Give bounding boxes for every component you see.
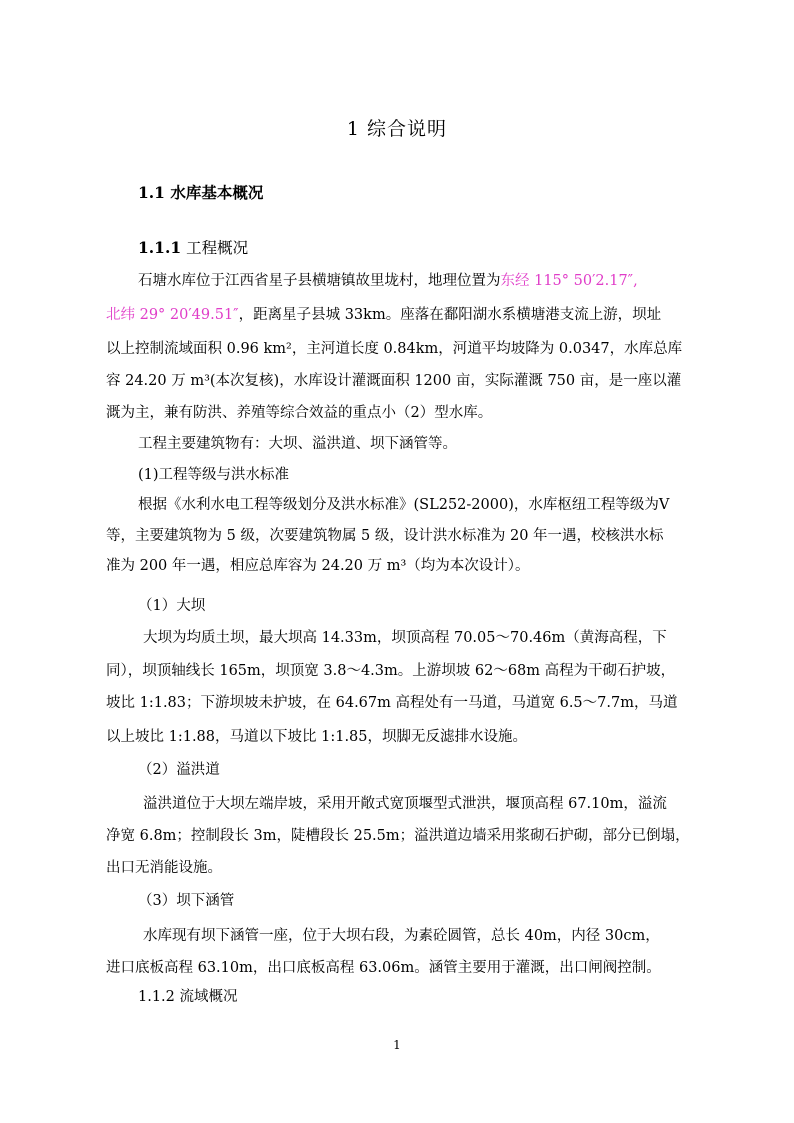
paragraph-line: 以上坡比 1:1.88，马道以下坡比 1:1.85，坝脚无反滤排水设施。 [106,729,528,745]
text-run: 石塘水库位于江西省星子县横塘镇故里垅村，地理位置为 [138,273,501,289]
longitude-text: 东经 115° 50′2.17″, [500,273,638,289]
paragraph-line: 工程主要建筑物有：大坝、溢洪道、坝下涵管等。 [138,436,457,452]
paragraph-line: 出口无消能设施。 [106,860,222,876]
section-heading: 1.1 水库基本概况 [138,183,264,202]
chapter-title: 1 综合说明 [346,118,448,140]
paragraph-line: 坡比 1:1.83；下游坝坡未护坡，在 64.67m 高程处有一马道，马道宽 6.5～7.7m，马道 [106,695,678,711]
paragraph-line: 容 24.20 万 m³(本次复核)，水库设计灌溉面积 1200 亩，实际灌溉 750 亩，是一座以灌 [106,373,682,389]
paragraph-line: 溉为主，兼有防洪、养殖等综合效益的重点小（2）型水库。 [106,405,493,421]
paragraph-line [138,271,738,291]
paragraph-line: 准为 200 年一遇，相应总库容为 24.20 万 m³（均为本次设计）。 [106,558,530,574]
paragraph-heading: (1)工程等级与洪水标准 [138,467,290,483]
subsection-title: 工程概况 [181,239,249,257]
latitude-text: 北纬 29° 20′49.51″ [106,307,239,323]
paragraph-line: 大坝为均质土坝，最大坝高 14.33m，坝顶高程 70.05～70.46m（黄海高程，下 [143,630,667,646]
paragraph-line: 溢洪道位于大坝左端岸坡，采用开敞式宽顶堰型式泄洪，堰顶高程 67.10m，溢流 [143,796,667,812]
item-heading-culvert: （3）坝下涵管 [138,893,235,909]
paragraph-line: 水库现有坝下涵管一座，位于大坝右段，为素砼圆管，总长 40m，内径 30cm， [143,928,660,944]
page-number: 1 [393,1038,401,1052]
paragraph-line: 净宽 6.8m；控制段长 3m，陡槽段长 25.5m；溢洪道边墙采用浆砌石护砌，部分已倒塌， [106,828,690,844]
subsection-heading-basin: 1.1.2 流域概况 [138,989,238,1005]
paragraph-line: 同），坝顶轴线长 165m，坝顶宽 3.8～4.3m。上游坝坡 62～68m 高程为干砌石护坡， [106,663,676,679]
paragraph-line: 进口底板高程 63.10m，出口底板高程 63.06m。涵管主要用于灌溉，出口闸阀控制。 [106,960,661,976]
item-heading-dam: （1）大坝 [138,598,206,614]
subsection-heading [138,236,248,258]
text-run: ，距离星子县城 33km。座落在鄱阳湖水系横塘港支流上游，坝址 [238,307,662,323]
paragraph-line: 等，主要建筑物为 5 级，次要建筑物属 5 级，设计洪水标准为 20 年一遇，校核洪水标 [106,528,664,544]
subsection-number: 1.1.1 [138,238,182,257]
item-heading-spillway: （2）溢洪道 [138,762,220,778]
paragraph-line: 以上控制流域面积 0.96 km²，主河道长度 0.84km，河道平均坡降为 0.0347，水库总库 [106,341,683,357]
paragraph-line [106,305,706,325]
paragraph-line: 根据《水利水电工程等级划分及洪水标准》(SL252-2000)，水库枢纽工程等级为Ⅴ [138,497,670,513]
